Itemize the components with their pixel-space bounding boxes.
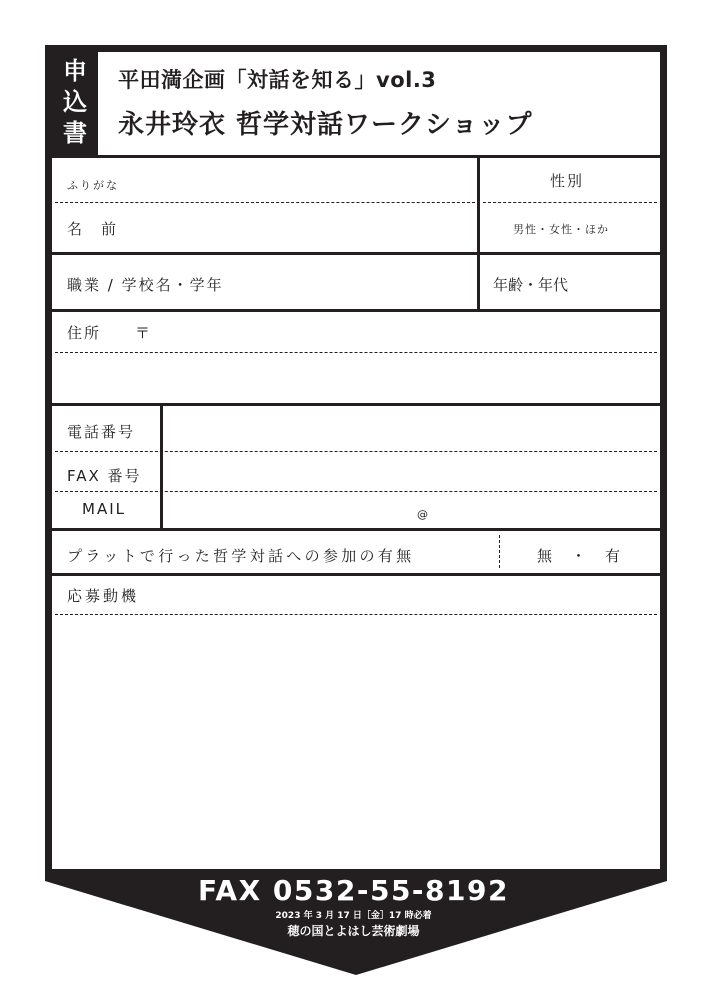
event-title: 永井玲衣 哲学対話ワークショップ xyxy=(118,110,533,140)
deadline: 2023 年 3 月 17 日［金］17 時必着 xyxy=(275,911,432,921)
fax-number: FAX 0532-55-8192 xyxy=(198,874,509,907)
name-label: 名 前 xyxy=(67,220,119,238)
divider xyxy=(52,155,660,158)
divider xyxy=(52,309,660,312)
column-divider xyxy=(160,403,163,528)
dashed-rule xyxy=(55,491,657,492)
occupation-label: 職業 / 学校名・学年 xyxy=(67,276,224,294)
dashed-rule xyxy=(55,352,657,353)
mail-label: MAIL xyxy=(82,500,126,518)
dashed-divider xyxy=(499,535,500,568)
dashed-rule xyxy=(483,202,657,203)
gender-label: 性別 xyxy=(550,172,585,190)
dashed-rule xyxy=(55,614,657,615)
fax-label: FAX 番号 xyxy=(67,467,142,485)
gender-options: 男性・女性・ほか xyxy=(513,223,609,236)
badge-char: 申 xyxy=(63,57,87,85)
column-divider xyxy=(477,155,480,309)
mail-at-sign: @ xyxy=(417,508,429,521)
divider xyxy=(52,573,660,576)
event-subtitle: 平田満企画「対話を知る」vol.3 xyxy=(118,68,437,92)
phone-label: 電話番号 xyxy=(67,423,136,441)
divider xyxy=(52,252,660,255)
divider xyxy=(52,403,660,406)
application-badge xyxy=(52,52,98,155)
address-label: 住所 〒 xyxy=(67,324,153,342)
dashed-rule xyxy=(55,451,657,452)
badge-char: 書 xyxy=(63,119,87,147)
divider xyxy=(52,528,660,531)
age-label: 年齢・年代 xyxy=(493,276,569,294)
furigana-label: ふりがな xyxy=(67,179,119,192)
participation-options: 無 ・ 有 xyxy=(537,547,623,565)
venue-name: 穂の国とよはし芸術劇場 xyxy=(287,924,420,938)
motivation-label: 応募動機 xyxy=(67,587,140,605)
dashed-rule xyxy=(55,202,475,203)
badge-char: 込 xyxy=(63,88,87,116)
participation-label: プラットで行った哲学対話への参加の有無 xyxy=(67,547,415,565)
